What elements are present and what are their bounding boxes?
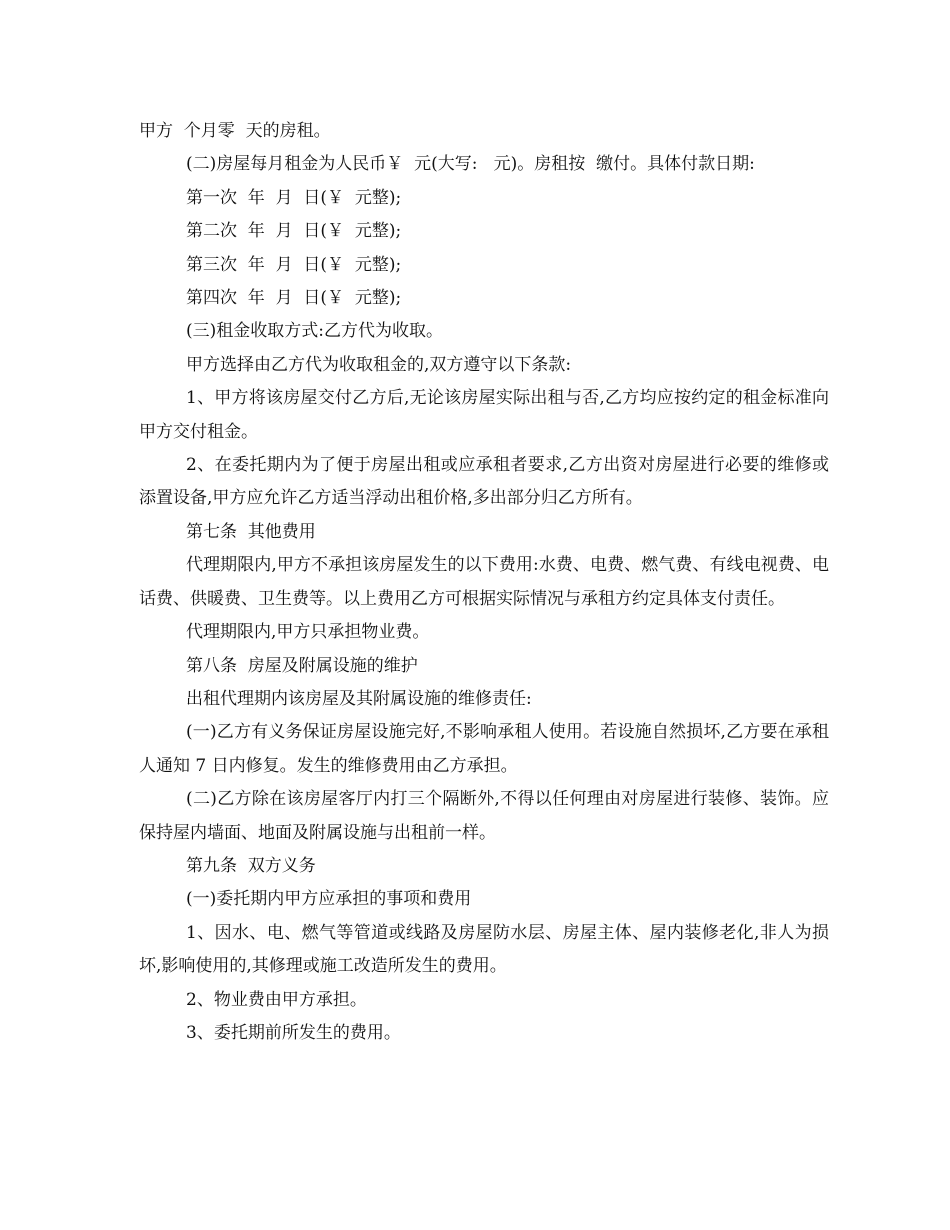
paragraph: 甲方 个月零 天的房租。	[139, 121, 331, 141]
paragraph: 第一次 年 月 日(￥ 元整);	[186, 187, 402, 208]
paragraph: 甲方选择由乙方代为收取租金的,双方遵守以下条款:	[186, 354, 572, 375]
paragraph: (二)乙方除在该房屋客厅内打三个隔断外,不得以任何理由对房屋进行装修、装饰。应保持屋内墙面、地面及附属设施与出租前一样。	[139, 789, 829, 843]
paragraph: 2、在委托期内为了便于房屋出租或应承租者要求,乙方出资对房屋进行必要的维修或添置设备,甲方应允许乙方适当浮动出租价格,多出部分归乙方所有。	[139, 455, 829, 509]
paragraph: 第二次 年 月 日(￥ 元整);	[186, 221, 402, 242]
paragraph: 第三次 年 月 日(￥ 元整);	[186, 254, 402, 275]
paragraph: (三)租金收取方式:乙方代为收取。	[186, 321, 443, 342]
paragraph: 1、甲方将该房屋交付乙方后,无论该房屋实际出租与否,乙方均应按约定的租金标准向甲方交付租金。	[139, 388, 829, 442]
paragraph: (一)委托期内甲方应承担的事项和费用	[186, 889, 472, 910]
paragraph: 出租代理期内该房屋及其附属设施的维修责任:	[186, 688, 532, 709]
paragraph: 第四次 年 月 日(￥ 元整);	[186, 288, 402, 309]
paragraph: (一)乙方有义务保证房屋设施完好,不影响承租人使用。若设施自然损坏,乙方要在承租人通知 7 日内修复。发生的维修费用由乙方承担。	[139, 722, 829, 776]
paragraph: 3、委托期前所发生的费用。	[186, 1022, 401, 1043]
document-body	[139, 115, 829, 1050]
paragraph: 代理期限内,甲方只承担物业费。	[186, 622, 430, 643]
paragraph: 1、因水、电、燃气等管道或线路及房屋防水层、房屋主体、屋内装修老化,非人为损坏,影响使用的,其修理或施工改造所发生的费用。	[139, 922, 829, 977]
paragraph: 2、物业费由甲方承担。	[186, 989, 367, 1010]
section-heading: 第九条 双方义务	[186, 855, 316, 876]
paragraph: 代理期限内,甲方不承担该房屋发生的以下费用:水费、电费、燃气费、有线电视费、电话费、供暖费、卫生费等。以上费用乙方可根据实际情况与承租方约定具体支付责任。	[139, 555, 829, 609]
paragraph: (二)房屋每月租金为人民币￥ 元(大写: 元)。房租按 缴付。具体付款日期:	[186, 154, 755, 175]
section-heading: 第七条 其他费用	[186, 521, 316, 542]
section-heading: 第八条 房屋及附属设施的维护	[186, 655, 418, 676]
